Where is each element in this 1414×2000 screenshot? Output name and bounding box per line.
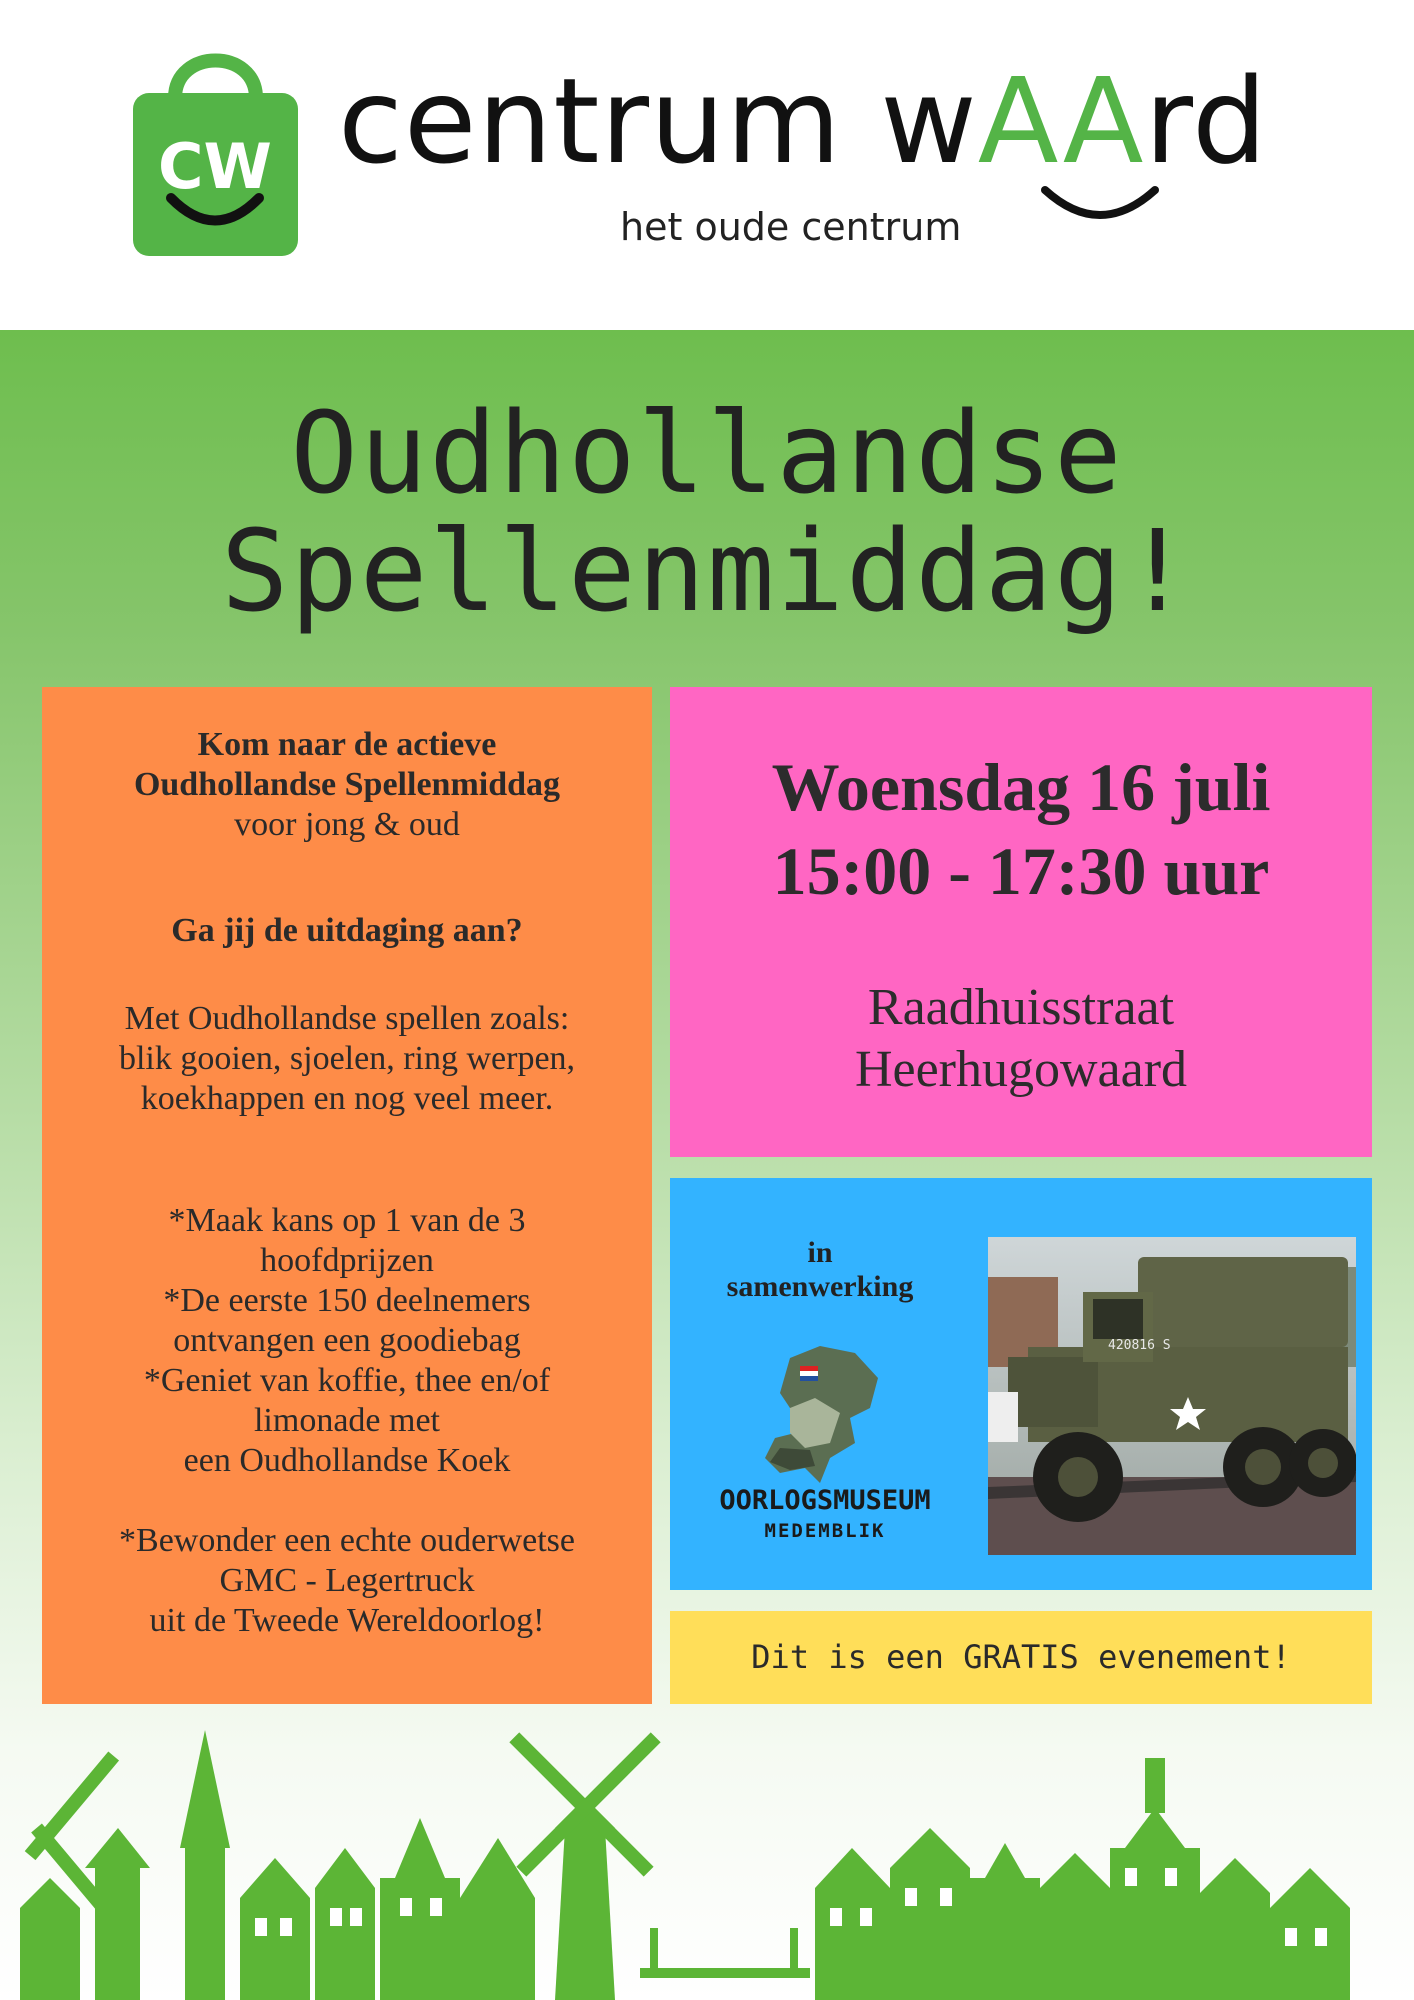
event-date: Woensdag 16 juli [771,749,1271,825]
event-title [0,389,1414,637]
shopping-bag-logo-icon [133,38,298,256]
date-time [670,745,1372,913]
intro-line-1: Kom naar de actieve [197,726,497,763]
challenge-text: Ga jij de uitdaging aan? [171,912,523,949]
brand-part-2: AA [977,52,1145,190]
games-line-2: blik gooien, sjoelen, ring werpen, [118,1040,576,1077]
collab-in: in [807,1236,833,1269]
games-line-1: Met Oudhollandse spellen zoals: [124,1000,570,1037]
netherlands-map-icon [760,1338,885,1488]
tagline: het oude centrum [620,205,962,249]
truck-line-3: uit de Tweede Wereldoorlog! [149,1602,545,1639]
intro-line-2: Oudhollandse Spellenmiddag [133,766,561,803]
truck-line-1: *Bewonder een echte ouderwetse [119,1522,575,1559]
games-line-3: koekhappen en nog veel meer. [140,1080,554,1117]
drink-line-3: een Oudhollandse Koek [183,1442,511,1479]
info-panel [42,687,652,1704]
partner-panel [670,1178,1372,1590]
truck-number: 420816 S [1108,1338,1171,1353]
drink-line-1: *Geniet van koffie, thee en/of [143,1362,551,1399]
museum-city: MEDEMBLIK [764,1520,886,1542]
drink-line-2: limonade met [253,1402,440,1439]
event-time: 15:00 - 17:30 uur [772,833,1270,909]
location-street: Raadhuisstraat [867,979,1175,1036]
museum-name: OORLOGSMUSEUM [719,1485,931,1516]
army-truck-photo [988,1237,1356,1555]
prize-line-1: *Maak kans op 1 van de 3 [168,1202,526,1239]
free-event-banner: Dit is een GRATIS evenement! [670,1611,1372,1704]
truck-line-2: GMC - Legertruck [219,1562,475,1599]
header [0,0,1414,330]
goodie-line-2: ontvangen een goodiebag [173,1322,521,1359]
brand-part-1: centrum w [338,52,978,190]
brand-name [338,52,1268,190]
intro-line-3: voor jong & oud [234,806,460,843]
collab-samenwerking: samenwerking [726,1270,914,1303]
logo-letters: CW [158,130,272,203]
town-skyline-illustration [0,1718,1414,2000]
collaboration-label [690,1236,950,1304]
event-location [670,977,1372,1101]
prize-line-2: hoofdprijzen [260,1242,434,1279]
title-line-2: Spellenmiddag! [220,507,1193,637]
smile-icon [1040,185,1160,225]
title-line-1: Oudhollandse [290,389,1124,519]
location-city: Heerhugowaard [854,1041,1188,1098]
brand-part-3: rd [1144,52,1268,190]
date-location-panel [670,687,1372,1157]
goodie-line-1: *De eerste 150 deelnemers [163,1282,531,1319]
